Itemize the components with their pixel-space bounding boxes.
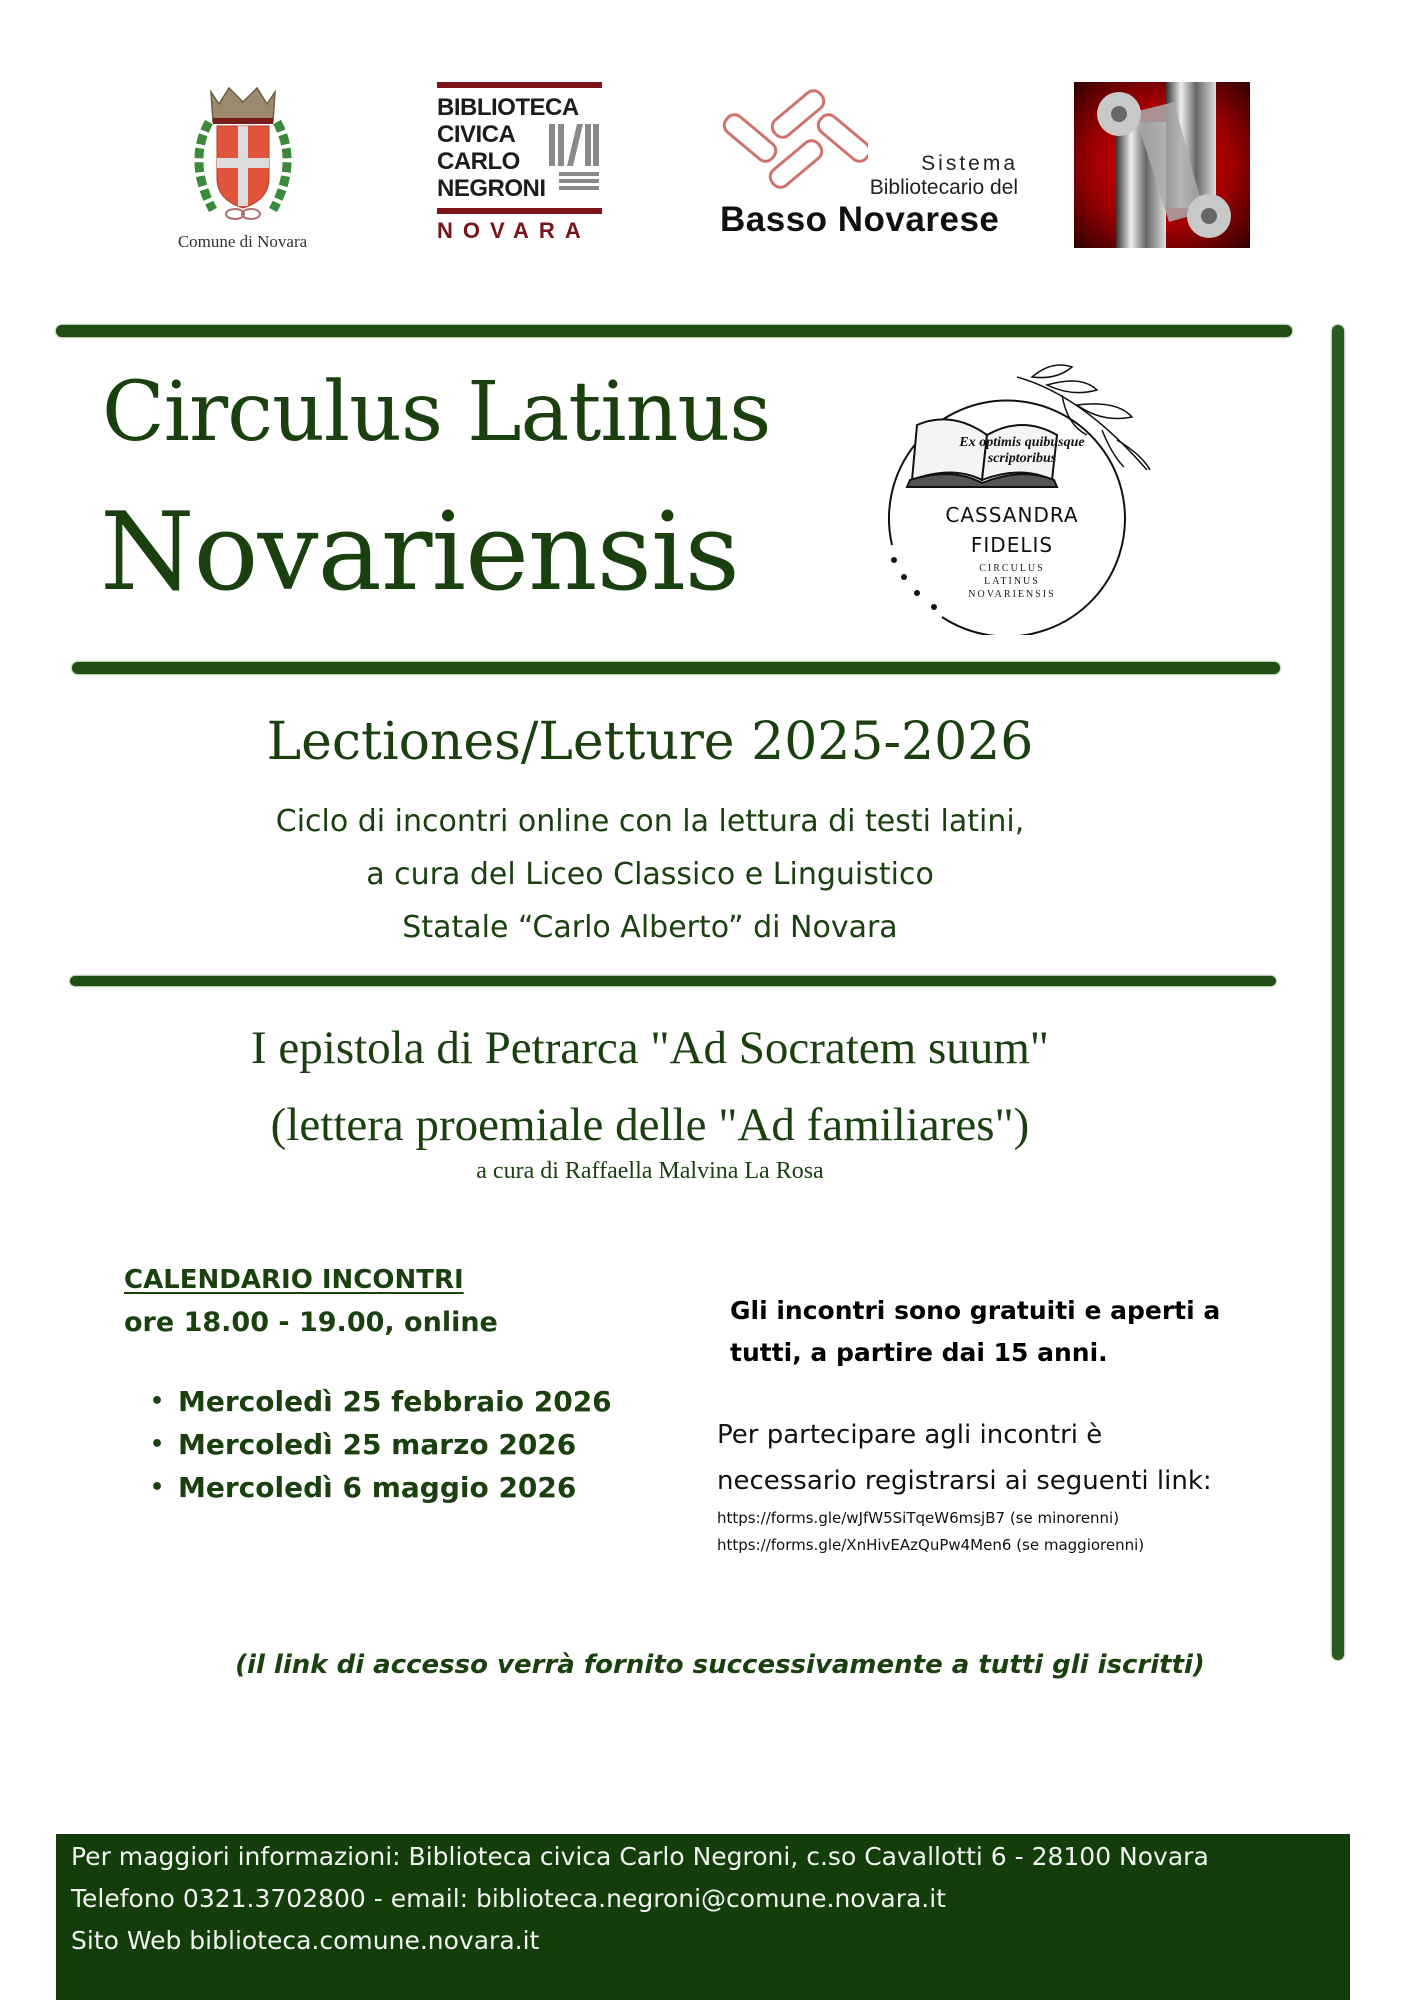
emblem-motto-line2: scriptoribus xyxy=(987,451,1057,466)
calendar-date-item xyxy=(150,1380,612,1423)
register-line2: necessario registrarsi ai seguenti link: xyxy=(717,1466,1212,1496)
sistema-line2: Bibliotecario del xyxy=(869,176,1018,199)
description-line: a cura del Liceo Classico e Linguistico xyxy=(366,857,934,892)
bullet-icon: • xyxy=(150,1389,165,1414)
logo-word: NEGRONI xyxy=(437,175,546,202)
calendar-dates-list xyxy=(124,1380,612,1509)
coat-of-arms-icon xyxy=(173,82,313,227)
sistema-bibliotecario-logo xyxy=(718,88,1018,258)
logo-bottom-bar xyxy=(437,208,602,214)
reading-curator: a cura di Raffaella Malvina La Rosa xyxy=(476,1158,824,1184)
logo-city: NOVARA xyxy=(437,218,591,243)
footer-phone-email: Telefono 0321.3702800 - email: biblioteca.negroni@comune.novara.it xyxy=(71,1884,946,1913)
footer-website: Sito Web biblioteca.comune.novara.it xyxy=(71,1926,540,1955)
comune-di-novara-logo xyxy=(155,82,330,257)
register-line1: Per partecipare agli incontri è xyxy=(717,1420,1103,1450)
date-label: Mercoledì 25 febbraio 2026 xyxy=(178,1385,612,1418)
logo-top-bar xyxy=(437,82,602,88)
reading-title-line2: (lettera proemiale delle "Ad familiares") xyxy=(270,1099,1030,1151)
registration-link-adults[interactable]: https://forms.gle/XnHivEAzQuPw4Men6 xyxy=(717,1536,1012,1554)
calendar-time: ore 18.00 - 19.00, online xyxy=(124,1307,498,1338)
free-note-line2: tutti, a partire dai 15 anni. xyxy=(730,1338,1108,1367)
sistema-line3: Basso Novarese xyxy=(720,200,1000,239)
reading-title xyxy=(0,1010,1300,1164)
emblem-name-line1: CASSANDRA xyxy=(945,503,1079,527)
bullet-icon: • xyxy=(150,1475,165,1500)
biblioteca-negroni-logo xyxy=(437,82,602,252)
description-line: Ciclo di incontri online con la lettura di testi latini, xyxy=(275,804,1025,839)
registration-link-row xyxy=(717,1505,1144,1532)
books-icon xyxy=(549,120,599,192)
program-description xyxy=(0,795,1300,954)
access-link-note: (il link di accesso verrà fornito successivamente a tutti gli iscritti) xyxy=(235,1650,1205,1680)
free-note-line1: Gli incontri sono gratuiti e aperti a xyxy=(730,1296,1221,1325)
emblem-sub-line1: CIRCULUS xyxy=(979,563,1045,574)
registration-link-minors[interactable]: https://forms.gle/wJfW5SiTqeW6msjB7 xyxy=(717,1509,1006,1527)
open-books-icon xyxy=(718,88,868,198)
bullet-icon: • xyxy=(150,1432,165,1457)
calendar-date-item xyxy=(150,1466,612,1509)
link-note: (se maggiorenni) xyxy=(1016,1536,1145,1554)
program-subtitle: Lectiones/Letture 2025-2026 xyxy=(266,712,1034,772)
brush-divider-top xyxy=(56,325,1292,337)
registration-links xyxy=(717,1505,1144,1559)
column-n-logo xyxy=(1074,82,1250,248)
reading-title-line1: I epistola di Petrarca "Ad Socratem suum" xyxy=(251,1022,1049,1074)
emblem-motto-line1: Ex optimis quibusque xyxy=(959,435,1085,450)
page-title-line1: Circulus Latinus xyxy=(102,365,771,460)
brush-divider-lower xyxy=(70,976,1276,986)
date-label: Mercoledì 6 maggio 2026 xyxy=(178,1471,577,1504)
logo-word: BIBLIOTECA xyxy=(437,94,579,121)
comune-caption: Comune di Novara xyxy=(177,232,308,251)
date-label: Mercoledì 25 marzo 2026 xyxy=(178,1428,577,1461)
page-title-line2: Novariensis xyxy=(100,490,739,615)
emblem-sub-line3: NOVARIENSIS xyxy=(968,589,1056,600)
description-line: Statale “Carlo Alberto” di Novara xyxy=(402,910,898,945)
registration-instructions xyxy=(717,1412,1277,1504)
logo-word: CIVICA xyxy=(437,121,516,148)
emblem-name-line2: FIDELIS xyxy=(970,533,1054,557)
calendar-heading: CALENDARIO INCONTRI xyxy=(124,1265,464,1295)
calendar-section xyxy=(124,1265,612,1509)
brush-divider-middle xyxy=(72,662,1280,674)
sistema-line1: Sistema xyxy=(921,152,1018,175)
footer-address: Per maggiori informazioni: Biblioteca civica Carlo Negroni, c.so Cavallotti 6 - 28100 Novara xyxy=(71,1842,1209,1871)
registration-link-row xyxy=(717,1532,1144,1559)
free-admission-note xyxy=(730,1290,1270,1374)
emblem-sub-line2: LATINUS xyxy=(984,576,1040,587)
link-note: (se minorenni) xyxy=(1009,1509,1120,1527)
ionic-column-n-icon xyxy=(1074,82,1250,248)
footer-contact-box xyxy=(56,1834,1350,2000)
brush-divider-vertical xyxy=(1332,325,1344,1660)
logo-word: CARLO xyxy=(437,148,520,175)
calendar-date-item xyxy=(150,1423,612,1466)
cassandra-fidelis-emblem xyxy=(862,355,1162,635)
